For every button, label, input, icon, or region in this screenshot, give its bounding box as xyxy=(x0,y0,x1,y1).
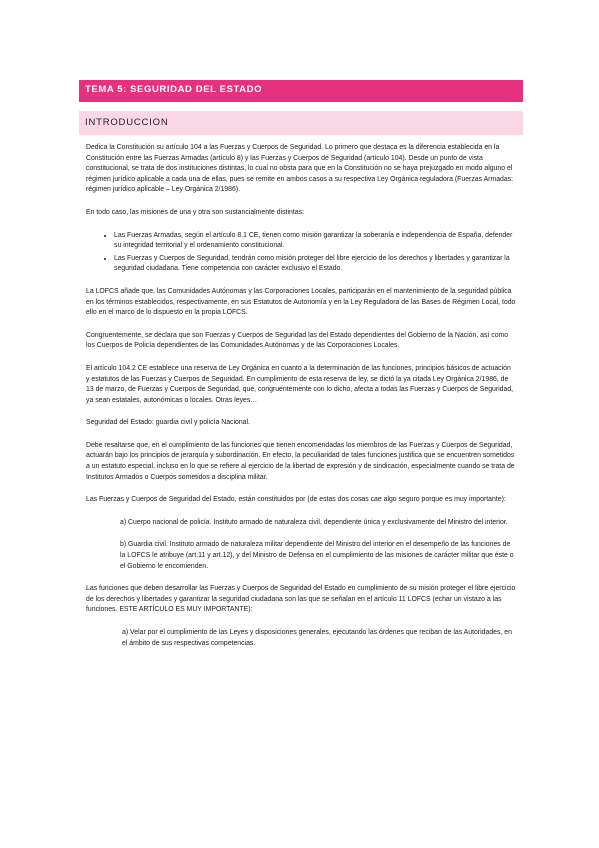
paragraph-congruence: Congruentemente, se declara que son Fuerzas y Cuerpos de Seguridad las del Estado dependientes del Gobierno de la Nación, así como los Cuerpos de Policía dependientes de las Comunidades Autónomas y de las Corporaciones Locales. xyxy=(86,331,509,350)
missions-list xyxy=(86,231,516,275)
item-civil-guard: b) Guardia civil. Instituto armado de naturaleza militar dependiente del Ministro del interior en el desempeño de las funciones de la LOFCS le atribuye (art.11 y art.12), y del Ministro de Defensa en el cumplimiento de las misiones de carácter militar que éste o el Gobierno le encomienden. xyxy=(120,541,514,570)
paragraph-principles: Debe resaltarse que, en el cumplimiento de las funciones que tienen encomendadas los miembros de las Fuerzas y Cuerpos de Seguridad, actuarán bajo los principios de jerarquía y subordinación. En efecto, la peculiaridad de tales funciones justifica que se encuentren sometidos a un estatuto especial, incluso en lo que se refiere al ejercicio de la libertad de expresión y de sindicación, especialmente cuando se trata de Institutos Armados o Cuerpos sometidos a disciplina militar. xyxy=(86,441,515,481)
paragraph-intro: Dedica la Constitución su artículo 104 a las Fuerzas y Cuerpos de Seguridad. Lo primero que destaca es la diferencia establecida en la Constitución entre las Fuerzas Armadas (artículo 8) y las Fuerzas y Cuerpos de Seguridad (artículo 104). Desde un punto de vista constitucional, se trata de dos instituciones distintas, lo cual no obsta para que en la Constitución no se haya prejuzgado en modo alguno el régimen jurídico aplicable a cada una de ellas, pues se remite en ambos casos a su respectiva Ley Orgánica reguladora (Fuerzas Armadas: régimen jurídico aplicable – Ley Orgánica 2/1986). xyxy=(86,144,514,194)
section-heading-bar xyxy=(79,111,523,135)
item-national-police: a) Cuerpo nacional de policía. Instituto armado de naturaleza civil, dependiente única y exclusivamente del Ministro del interior. xyxy=(120,518,508,526)
paragraph-missions: En todo caso, las misiones de una y otra son sustancialmente distintas: xyxy=(86,208,304,216)
paragraph-state-security: Seguridad del Estado: guardia civil y policía Nacional. xyxy=(86,419,250,427)
item-function-a: a) Velar por el cumplimiento de las Leyes y disposiciones generales, ejecutando las órdenes que reciban de las Autoridades, en el ámbito de sus respectivas competencias. xyxy=(122,629,512,647)
list-item: • Las Fuerzas y Cuerpos de Seguridad, tendrán como misión proteger del libre ejercicio de los derechos y libertades y garantizar la seguridad ciudadana. Tiene competencia con carácter exclusivo el Estado. xyxy=(114,254,516,275)
chapter-title-bar xyxy=(79,80,523,102)
body-text xyxy=(86,143,516,661)
chapter-title: TEMA 5: SEGURIDAD DEL ESTADO xyxy=(85,84,263,95)
paragraph-lofcs: La LOFCS añade que, las Comunidades Autónomas y las Corporaciones Locales, participarán en el mantenimiento de la seguridad pública en los términos establecidos, respectivamente, en sus Estatutos de Autonomía y en la Ley Reguladora de las Bases de Régimen Local, todo ello en el marco de lo dispuesto en la propia LOFCS. xyxy=(86,287,516,317)
section-heading: INTRODUCCION xyxy=(85,117,169,128)
paragraph-article-104: El artículo 104.2 CE establece una reserva de Ley Orgánica en cuanto a la determinación de las funciones, principios básicos de actuación y estatutos de las Fuerzas y Cuerpos de Seguridad. En cumplimiento de esta reserva de ley, se dictó la ya citada Ley Orgánica 2/1986, de 13 de marzo, de Fuerzas y Cuerpos de Seguridad, que, congruentemente con lo dicho, afecta a todas las Fuerzas y Cuerpos de Seguridad, ya sean estatales, autonómicas o locales. Otras leyes… xyxy=(86,364,514,404)
paragraph-constituted-by: Las Fuerzas y Cuerpos de Seguridad del Estado, están constituidos por (de estas dos cosas cae algo seguro porque es muy importante): xyxy=(86,496,506,504)
list-item: • Las Fuerzas Armadas, según el artículo 8.1 CE, tienen como misión garantizar la soberanía e independencia de España, defender su integridad territorial y el ordenamiento constitucional. xyxy=(114,231,516,252)
paragraph-functions: Las funciones que deben desarrollar las Fuerzas y Cuerpos de Seguridad del Estado en cumplimiento de su misión proteger el libre ejercicio de los derechos y libertades y garantizar la seguridad ciudadana son las que se señalan en el artículo 11 LOFCS (echar un vistazo a las funciones. ESTE ARTÍCULO ES MUY IMPORTANTE): xyxy=(86,585,516,614)
